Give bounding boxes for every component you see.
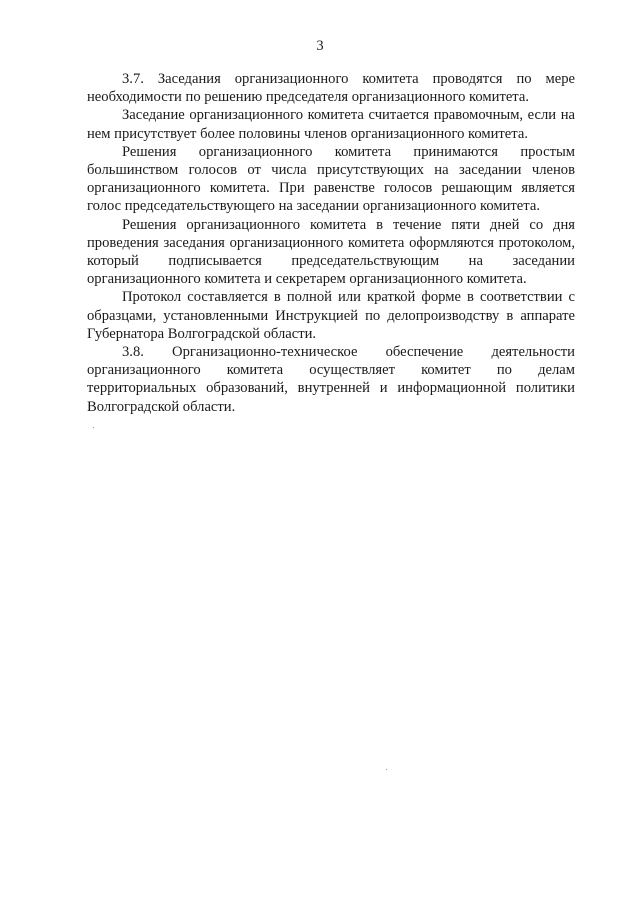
paragraph-protocol-signing: Решения организационного комитета в течение пяти дней со дня проведения заседания организационного комитета оформляются протоколом, который подписывается председательствующим на заседании организационного комитета и секретарем организационного комитета. <box>87 216 575 288</box>
scan-speck <box>93 427 94 428</box>
page-number: 3 <box>316 38 324 54</box>
paragraph-3-7-meetings: 3.7. Заседания организационного комитета проводятся по мере необходимости по решению председателя организационного комитета. <box>87 71 575 106</box>
paragraph-protocol-form: Протокол составляется в полной или краткой форме в соответствии с образцами, установленными Инструкцией по делопроизводству в аппарате Губернатора Волгоградской области. <box>87 289 575 342</box>
paragraph-voting: Решения организационного комитета принимаются простым большинством голосов от числа присутствующих на заседании членов организационного комитета. При равенстве голосов решающим является голос председательствующего на заседании организационного комитета. <box>87 143 575 215</box>
paragraph-quorum: Заседание организационного комитета считается правомочным, если на нем присутствует более половины членов организационного комитета. <box>87 107 575 142</box>
paragraph-3-8-support: 3.8. Организационно-техническое обеспечение деятельности организационного комитета осуществляет комитет по делам территориальных образований, внутренней и информационной политики Волгоградской области. <box>87 344 575 415</box>
document-body <box>87 70 575 416</box>
scan-speck <box>386 769 387 770</box>
